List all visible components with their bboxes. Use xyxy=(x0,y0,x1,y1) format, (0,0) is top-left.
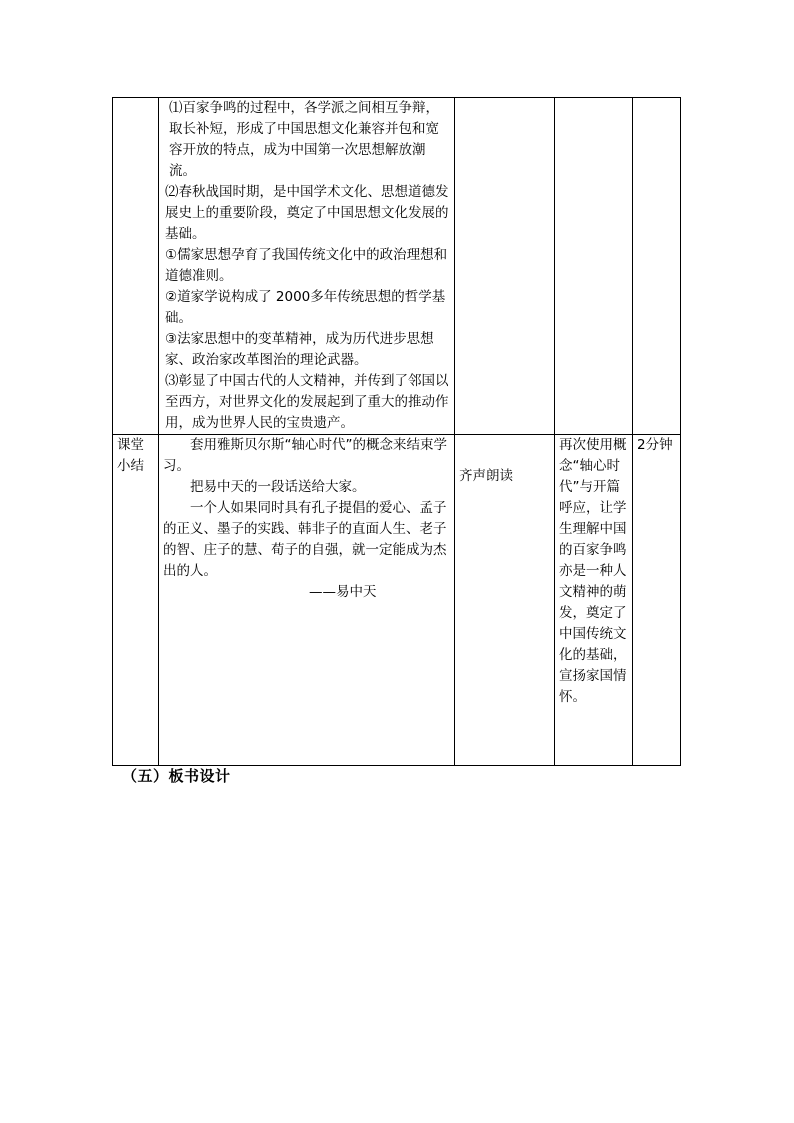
design-intent-cell: 再次使用概念“轴心时代”与开篇呼应，让学生理解中国的百家争鸣亦是一种人文精神的萌发，奠定了中国传统文化的基础，宣扬家国情怀。 xyxy=(555,435,633,766)
quote-attribution: ——易中天 xyxy=(309,584,377,600)
student-activity-cell xyxy=(455,98,555,435)
content-paragraph-4: ②道家学说构成了 2000多年传统思想的哲学基础。 xyxy=(165,289,446,326)
content-paragraph-3: ①儒家思想孕育了我国传统文化中的政治理想和道德准则。 xyxy=(165,247,448,284)
design-intent-cell xyxy=(555,98,633,435)
summary-paragraph-1: 套用雅斯贝尔斯“轴心时代”的概念来结束学习。 xyxy=(163,437,447,474)
content-paragraph-1: ⑴百家争鸣的过程中，各学派之间相互争辩，取长补短，形成了中国思想文化兼容并包和宽容开放的特点，成为中国第一次思想解放潮流。 xyxy=(169,100,439,179)
summary-quote: 一个人如果同时具有孔子提倡的爱心、孟子的正义、墨子的实践、韩非子的直面人生、老子的智、庄子的慧、荀子的自强，就一定能成为杰出的人。 xyxy=(163,500,447,579)
table-row-conclusion-content xyxy=(113,98,681,435)
content-paragraph-2: ⑵春秋战国时期，是中国学术文化、思想道德发展史上的重要阶段，奠定了中国思想文化发展的基础。 xyxy=(165,184,449,242)
lesson-plan-table xyxy=(112,97,681,766)
section-heading: （五）板书设计 xyxy=(122,767,231,785)
content-cell xyxy=(159,98,455,435)
content-cell xyxy=(159,435,455,766)
stage-cell: 课堂小结 xyxy=(113,435,159,766)
content-paragraph-6: ⑶彰显了中国古代的人文精神，并传到了邻国以至西方，对世界文化的发展起到了重大的推动作用，成为世界人民的宝贵遗产。 xyxy=(165,373,449,431)
time-cell xyxy=(633,98,681,435)
table-row-summary xyxy=(113,435,681,766)
student-activity-text: 齐声朗读 xyxy=(459,468,513,484)
time-cell: 2分钟 xyxy=(633,435,681,766)
summary-paragraph-2: 把易中天的一段话送给大家。 xyxy=(190,479,366,495)
stage-cell xyxy=(113,98,159,435)
content-paragraph-5: ③法家思想中的变革精神，成为历代进步思想家、政治家改革图治的理论武器。 xyxy=(165,331,434,368)
student-activity-cell xyxy=(455,435,555,766)
